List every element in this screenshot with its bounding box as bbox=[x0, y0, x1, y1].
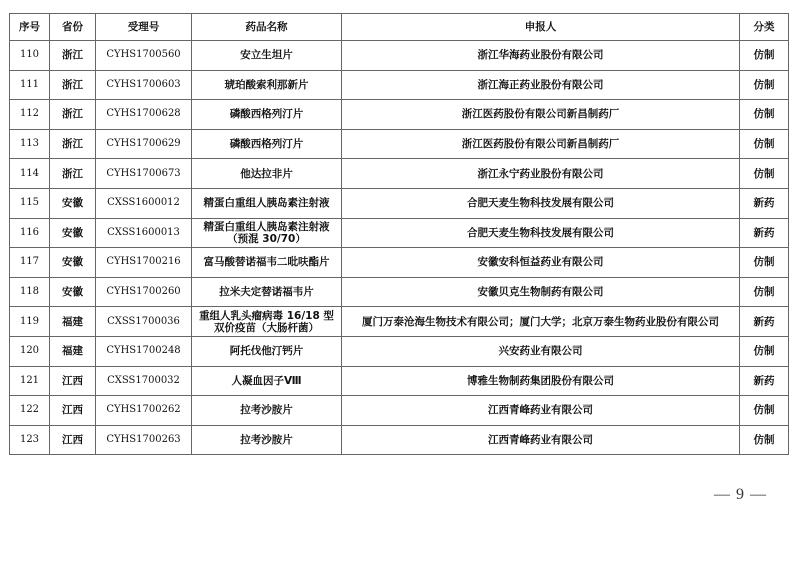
header-seq: 序号 bbox=[10, 14, 50, 41]
cell-drug-name: 阿托伐他汀钙片 bbox=[192, 336, 342, 366]
cell-category: 仿制 bbox=[740, 129, 789, 159]
header-applicant: 申报人 bbox=[342, 14, 740, 41]
table-row bbox=[10, 425, 789, 455]
table-row bbox=[10, 188, 789, 218]
cell-accept-no: CYHS1700629 bbox=[96, 129, 192, 159]
table-row bbox=[10, 129, 789, 159]
cell-category: 新药 bbox=[740, 307, 789, 337]
table-row bbox=[10, 248, 789, 278]
cell-seq: 114 bbox=[10, 159, 50, 189]
table-row bbox=[10, 41, 789, 71]
cell-province: 浙江 bbox=[50, 159, 96, 189]
cell-province: 江西 bbox=[50, 366, 96, 396]
cell-seq: 116 bbox=[10, 218, 50, 248]
cell-province: 安徽 bbox=[50, 218, 96, 248]
cell-drug-name: 磷酸西格列汀片 bbox=[192, 129, 342, 159]
cell-applicant: 浙江医药股份有限公司新昌制药厂 bbox=[342, 129, 740, 159]
cell-drug-name: 精蛋白重组人胰岛素注射液（预混 30/70） bbox=[192, 218, 342, 248]
header-category: 分类 bbox=[740, 14, 789, 41]
cell-accept-no: CYHS1700260 bbox=[96, 277, 192, 307]
cell-drug-name: 琥珀酸索利那新片 bbox=[192, 70, 342, 100]
cell-seq: 115 bbox=[10, 188, 50, 218]
cell-drug-name: 重组人乳头瘤病毒 16/18 型双价疫苗（大肠杆菌） bbox=[192, 307, 342, 337]
cell-drug-name: 拉米夫定替诺福韦片 bbox=[192, 277, 342, 307]
cell-category: 仿制 bbox=[740, 70, 789, 100]
cell-seq: 122 bbox=[10, 396, 50, 426]
table-row bbox=[10, 307, 789, 337]
table-row bbox=[10, 70, 789, 100]
cell-accept-no: CXSS1600012 bbox=[96, 188, 192, 218]
header-province: 省份 bbox=[50, 14, 96, 41]
cell-drug-name: 他达拉非片 bbox=[192, 159, 342, 189]
cell-drug-name: 磷酸西格列汀片 bbox=[192, 100, 342, 130]
cell-seq: 121 bbox=[10, 366, 50, 396]
cell-province: 浙江 bbox=[50, 129, 96, 159]
cell-seq: 111 bbox=[10, 70, 50, 100]
cell-province: 福建 bbox=[50, 307, 96, 337]
cell-province: 浙江 bbox=[50, 100, 96, 130]
cell-applicant: 江西青峰药业有限公司 bbox=[342, 425, 740, 455]
cell-accept-no: CYHS1700263 bbox=[96, 425, 192, 455]
cell-province: 安徽 bbox=[50, 188, 96, 218]
cell-applicant: 江西青峰药业有限公司 bbox=[342, 396, 740, 426]
cell-seq: 110 bbox=[10, 41, 50, 71]
cell-accept-no: CXSS1700032 bbox=[96, 366, 192, 396]
cell-seq: 112 bbox=[10, 100, 50, 130]
cell-drug-name: 精蛋白重组人胰岛素注射液 bbox=[192, 188, 342, 218]
drug-approval-table bbox=[9, 13, 789, 455]
cell-province: 江西 bbox=[50, 396, 96, 426]
table-row bbox=[10, 100, 789, 130]
table-body bbox=[10, 41, 789, 455]
cell-province: 安徽 bbox=[50, 277, 96, 307]
cell-accept-no: CYHS1700628 bbox=[96, 100, 192, 130]
cell-category: 新药 bbox=[740, 366, 789, 396]
cell-province: 安徽 bbox=[50, 248, 96, 278]
cell-category: 仿制 bbox=[740, 159, 789, 189]
cell-seq: 117 bbox=[10, 248, 50, 278]
cell-applicant: 合肥天麦生物科技发展有限公司 bbox=[342, 218, 740, 248]
cell-applicant: 兴安药业有限公司 bbox=[342, 336, 740, 366]
cell-applicant: 浙江海正药业股份有限公司 bbox=[342, 70, 740, 100]
cell-seq: 113 bbox=[10, 129, 50, 159]
cell-category: 仿制 bbox=[740, 41, 789, 71]
page-number: — 9 — bbox=[714, 486, 767, 503]
cell-category: 新药 bbox=[740, 188, 789, 218]
table-row bbox=[10, 396, 789, 426]
table-row bbox=[10, 277, 789, 307]
header-drug-name: 药品名称 bbox=[192, 14, 342, 41]
cell-seq: 120 bbox=[10, 336, 50, 366]
cell-category: 仿制 bbox=[740, 336, 789, 366]
cell-applicant: 浙江华海药业股份有限公司 bbox=[342, 41, 740, 71]
cell-applicant: 博雅生物制药集团股份有限公司 bbox=[342, 366, 740, 396]
table-header-row bbox=[10, 14, 789, 41]
cell-seq: 123 bbox=[10, 425, 50, 455]
cell-accept-no: CYHS1700248 bbox=[96, 336, 192, 366]
cell-category: 仿制 bbox=[740, 100, 789, 130]
cell-accept-no: CYHS1700216 bbox=[96, 248, 192, 278]
table-row bbox=[10, 218, 789, 248]
cell-applicant: 浙江医药股份有限公司新昌制药厂 bbox=[342, 100, 740, 130]
cell-accept-no: CYHS1700603 bbox=[96, 70, 192, 100]
cell-category: 新药 bbox=[740, 218, 789, 248]
cell-drug-name: 拉考沙胺片 bbox=[192, 425, 342, 455]
cell-category: 仿制 bbox=[740, 248, 789, 278]
cell-province: 福建 bbox=[50, 336, 96, 366]
cell-applicant: 安徽贝克生物制药有限公司 bbox=[342, 277, 740, 307]
cell-drug-name: 人凝血因子Ⅷ bbox=[192, 366, 342, 396]
cell-province: 浙江 bbox=[50, 41, 96, 71]
cell-drug-name: 安立生坦片 bbox=[192, 41, 342, 71]
cell-drug-name: 富马酸替诺福韦二吡呋酯片 bbox=[192, 248, 342, 278]
cell-seq: 119 bbox=[10, 307, 50, 337]
cell-applicant: 合肥天麦生物科技发展有限公司 bbox=[342, 188, 740, 218]
cell-category: 仿制 bbox=[740, 425, 789, 455]
cell-accept-no: CXSS1700036 bbox=[96, 307, 192, 337]
table-row bbox=[10, 366, 789, 396]
cell-province: 江西 bbox=[50, 425, 96, 455]
cell-category: 仿制 bbox=[740, 396, 789, 426]
cell-province: 浙江 bbox=[50, 70, 96, 100]
cell-applicant: 浙江永宁药业股份有限公司 bbox=[342, 159, 740, 189]
cell-accept-no: CXSS1600013 bbox=[96, 218, 192, 248]
cell-applicant: 厦门万泰沧海生物技术有限公司；厦门大学；北京万泰生物药业股份有限公司 bbox=[342, 307, 740, 337]
cell-applicant: 安徽安科恒益药业有限公司 bbox=[342, 248, 740, 278]
cell-accept-no: CYHS1700560 bbox=[96, 41, 192, 71]
cell-category: 仿制 bbox=[740, 277, 789, 307]
cell-seq: 118 bbox=[10, 277, 50, 307]
header-accept-no: 受理号 bbox=[96, 14, 192, 41]
table-row bbox=[10, 159, 789, 189]
cell-accept-no: CYHS1700262 bbox=[96, 396, 192, 426]
cell-drug-name: 拉考沙胺片 bbox=[192, 396, 342, 426]
table-row bbox=[10, 336, 789, 366]
cell-accept-no: CYHS1700673 bbox=[96, 159, 192, 189]
